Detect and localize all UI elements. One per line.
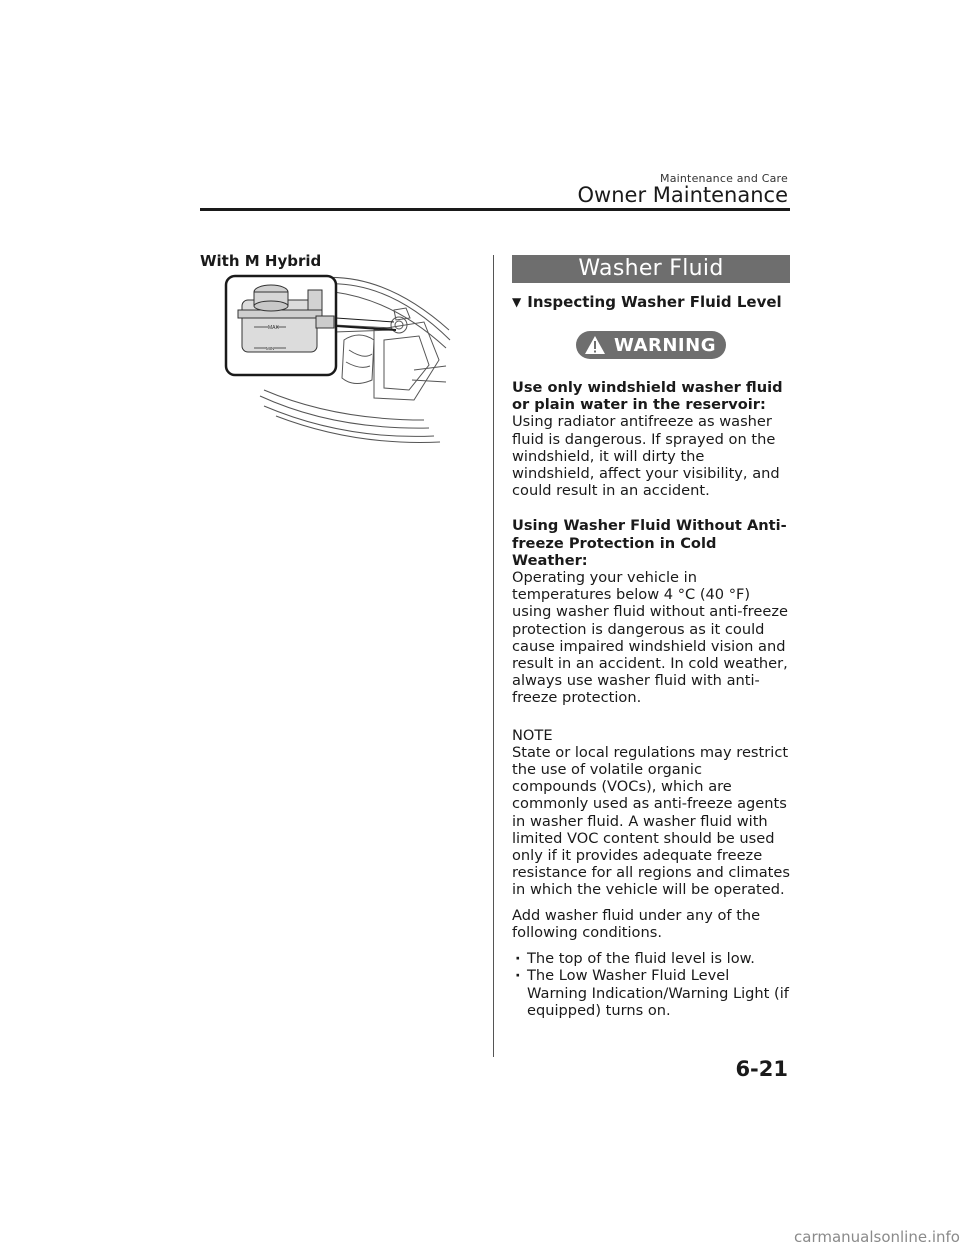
warning-2-title: Using Washer Fluid Without Anti-freeze Protection in Cold Weather: [512, 517, 787, 569]
list-item: · The top of the fluid level is low. [512, 950, 790, 967]
subheading [512, 293, 790, 311]
washer-fluid-section [512, 255, 790, 1019]
warning-2-body: Operating your vehicle in temperatures below 4 °C (40 °F) using washer fluid without anti-freeze protection is dangerous as it could cause impaired windshield vision and result in an accident. In cold weather, always use washer fluid with anti-freeze protection. [512, 569, 788, 707]
page-number: 6-21 [735, 1057, 788, 1081]
source-watermark: carmanualsonline.info [794, 1228, 960, 1246]
section-header-title: Owner Maintenance [577, 183, 788, 207]
list-item: · The Low Washer Fluid Level Warning Indication/Warning Light (if equipped) turns on. [512, 967, 790, 1019]
note-body: State or local regulations may restrict the use of volatile organic compounds (VOCs), which are commonly used as anti-freeze agents in washer fluid. A washer fluid with limited VOC content should be used only if it provides adequate freeze resistance for all regions and climates in which the vehicle will be operated. [512, 743, 790, 899]
conditions-list [512, 950, 790, 1019]
max-mark-label: MAX [268, 325, 279, 331]
triangle-down-icon: ▼ [512, 295, 522, 309]
figure-caption: With M Hybrid [200, 252, 322, 270]
washer-reservoir-illustration [224, 270, 454, 446]
warning-1-title: Use only windshield washer fluid or plain water in the reservoir: [512, 379, 783, 414]
header-divider [200, 208, 790, 211]
add-fluid-intro: Add washer fluid under any of the following conditions. [512, 906, 761, 941]
warning-header [512, 331, 790, 359]
warning-triangle-icon [584, 335, 606, 355]
subheading-text: Inspecting Washer Fluid Level [527, 293, 782, 311]
column-divider [493, 255, 494, 1057]
min-mark-label: MIN [266, 346, 275, 351]
warning-label: WARNING [614, 334, 716, 356]
warning-badge [576, 331, 726, 359]
section-title: Washer Fluid [512, 255, 790, 283]
note-label: NOTE [512, 726, 553, 744]
chapter-title: Maintenance and Care [660, 172, 788, 185]
warning-1-body: Using radiator antifreeze as washer fluid is dangerous. If sprayed on the windshield, it will dirty the windshield, affect your visibility, and could result in an accident. [512, 413, 780, 500]
